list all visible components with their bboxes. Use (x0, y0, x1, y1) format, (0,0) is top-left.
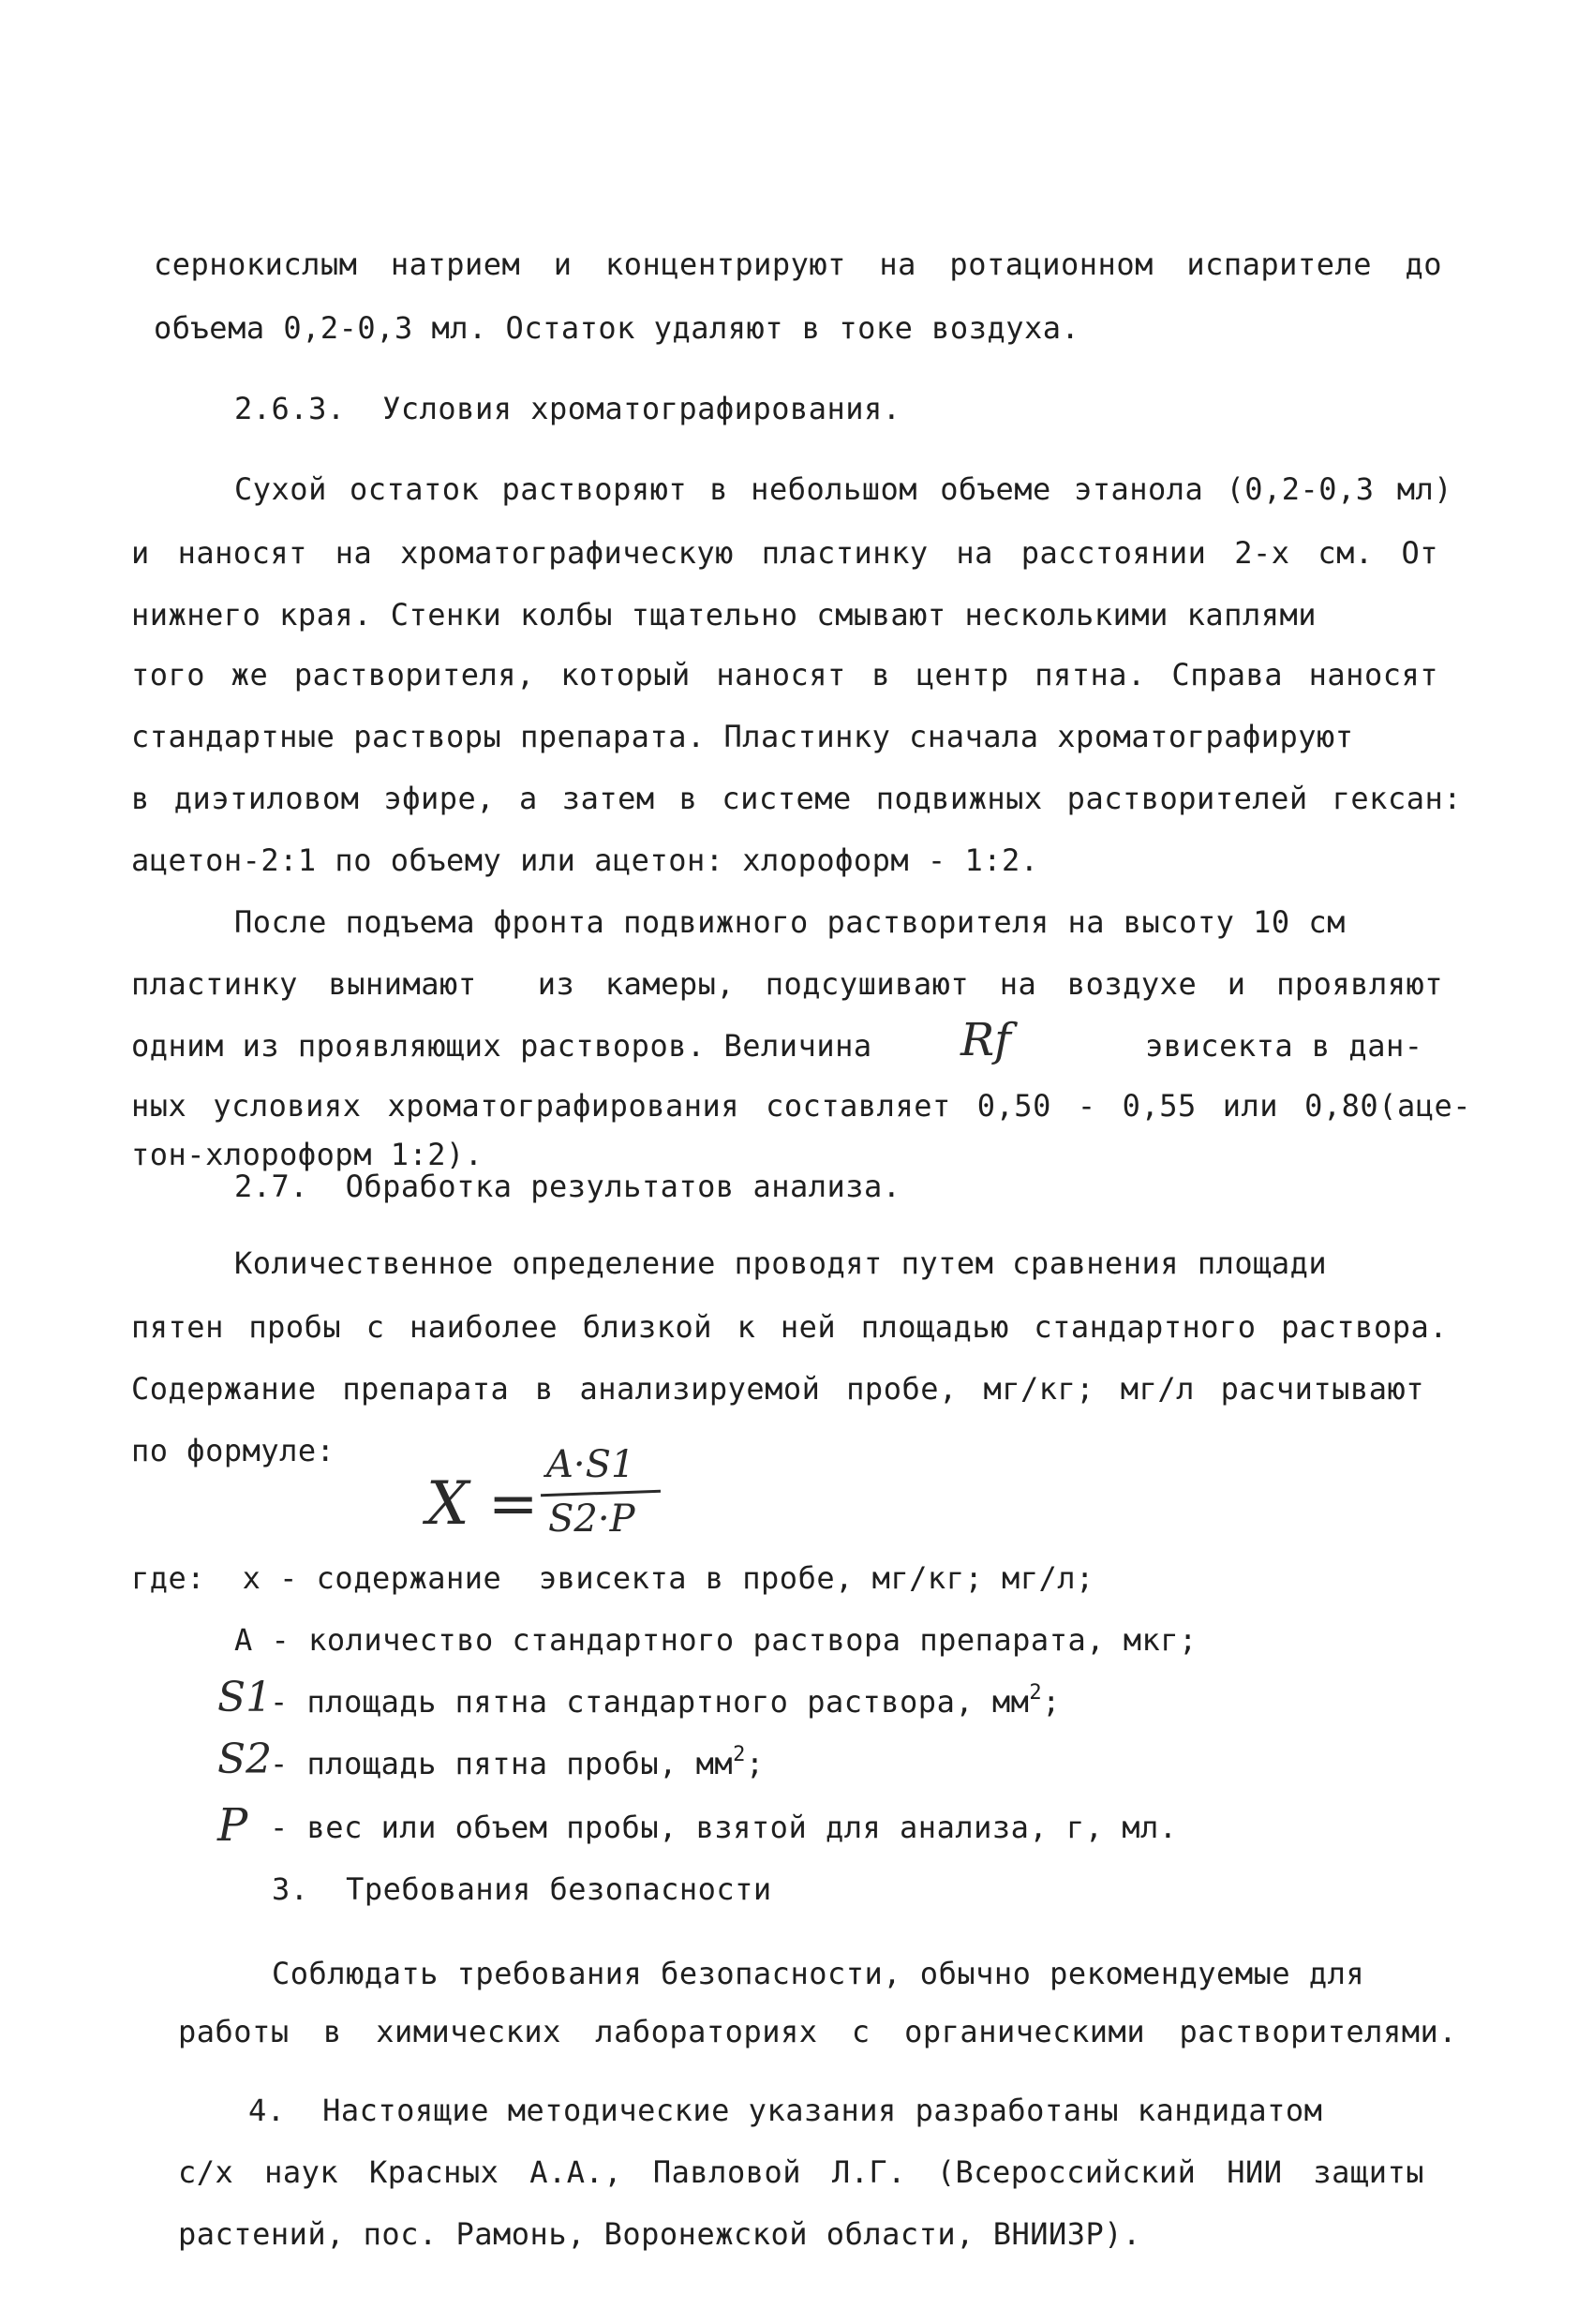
text-line: стандартные растворы препарата. Пластинку сначала хроматографируют (131, 719, 1354, 754)
text-line: 4. Настоящие методические указания разработаны кандидатом (248, 2093, 1323, 2128)
legend-line: А - количество стандартного раствора препарата, мкг; (234, 1622, 1198, 1658)
formula (426, 1443, 670, 1565)
text-line: растений, пос. Рамонь, Воронежской области, ВНИИЗР). (178, 2216, 1141, 2252)
text-line: Сухой остаток растворяют в небольшом объеме этанола (0,2-0,3 мл) (234, 471, 1452, 507)
text-line: с/х наук Красных А.А., Павловой Л.Г. (Всероссийский НИИ защиты (178, 2154, 1424, 2190)
text-line: одним из проявляющих растворов. Величина (131, 1028, 872, 1064)
text-line: эвисекта в дан- (1145, 1028, 1423, 1064)
text-line: Соблюдать требования безопасности, обычно рекомендуемые для (272, 1956, 1365, 1991)
section-heading: 3. Требования безопасности (272, 1871, 772, 1907)
legend-tail: ; (1042, 1684, 1061, 1720)
text-line: и наносят на хроматографическую пластинку на расстоянии 2-х см. От (131, 535, 1438, 571)
legend-line (270, 1683, 1061, 1725)
text-line: сернокислым натрием и концентрируют на ротационном испарителе до (154, 246, 1442, 282)
section-heading: 2.6.3. Условия хроматографирования. (234, 391, 901, 426)
s2-symbol: S2 (217, 1736, 273, 1783)
text-line: в диэтиловом эфире, а затем в системе подвижных растворителей гексан: (131, 781, 1462, 816)
p-symbol: P (217, 1799, 248, 1852)
text-line: по формуле: (131, 1433, 335, 1468)
superscript: 2 (733, 1743, 746, 1766)
text-line: После подъема фронта подвижного растворителя на высоту 10 см (234, 904, 1346, 940)
text-line: Содержание препарата в анализируемой пробе, мг/кг; мг/л расчитывают (131, 1371, 1424, 1407)
legend-text: - площадь пятна стандартного раствора, мм (270, 1684, 1030, 1720)
superscript: 2 (1029, 1681, 1043, 1705)
rf-symbol: Rf (960, 1014, 1011, 1066)
formula-numerator: A·S1 (546, 1443, 635, 1486)
legend-line: - вес или объем пробы, взятой для анализа, г, мл. (270, 1810, 1178, 1845)
text-line: Количественное определение проводят путем сравнения площади (234, 1245, 1328, 1281)
legend-line: где: х - содержание эвисекта в пробе, мг/кг; мг/л; (131, 1560, 1094, 1596)
legend-tail: ; (745, 1746, 765, 1781)
text-line: работы в химических лабораториях с органическими растворителями. (178, 2014, 1457, 2049)
legend-line (270, 1745, 765, 1787)
text-line: того же растворителя, который наносят в центр пятна. Справа наносят (131, 657, 1438, 693)
text-line: объема 0,2-0,3 мл. Остаток удаляют в токе воздуха. (154, 310, 1080, 346)
fraction-bar (541, 1490, 661, 1497)
text-line: пластинку вынимают из камеры, подсушивают на воздухе и проявляют (131, 966, 1443, 1002)
text-line: нижнего края. Стенки колбы тщательно смывают несколькими каплями (131, 597, 1317, 633)
text-line: ных условиях хроматографирования составляет 0,50 - 0,55 или 0,80(аце- (131, 1088, 1471, 1124)
text-line: тон-хлороформ 1:2). (131, 1137, 484, 1172)
formula-denominator: S2·P (548, 1497, 635, 1541)
text-line: ацетон-2:1 по объему или ацетон: хлороформ - 1:2. (131, 842, 1039, 878)
text-line: пятен пробы с наиболее близкой к ней площадью стандартного раствора. (131, 1309, 1448, 1345)
legend-text: - площадь пятна пробы, мм (270, 1746, 734, 1781)
s1-symbol: S1 (217, 1674, 273, 1721)
section-heading: 2.7. Обработка результатов анализа. (234, 1169, 901, 1204)
formula-lhs: X = (426, 1469, 539, 1539)
